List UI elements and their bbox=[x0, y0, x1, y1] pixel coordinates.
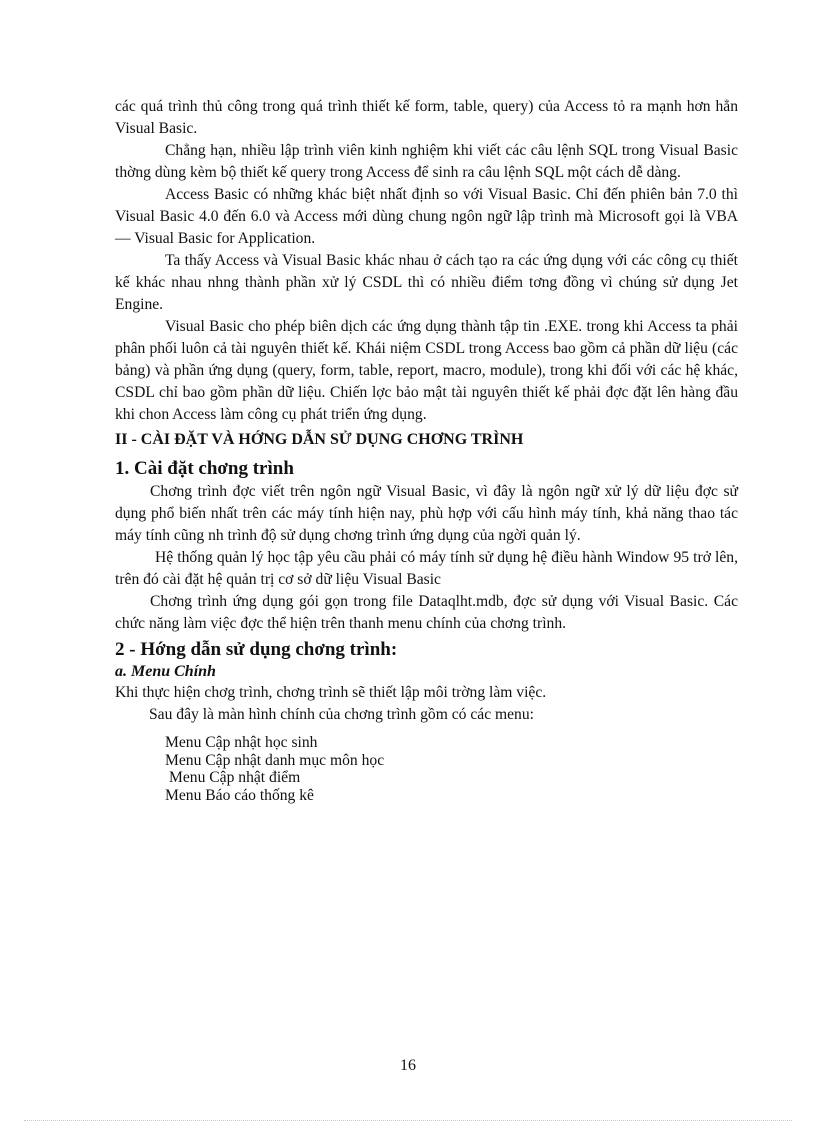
paragraph-differences: Ta thấy Access và Visual Basic khác nhau ở cách tạo ra các ứng dụng với các công cụ thiết kế khác nhau nhng thành phần xử lý CSDL thì có nhiều điểm tơng đồng vì chúng sử dụng Jet Engine. bbox=[115, 252, 738, 313]
list-item: Menu Báo cáo thống kê bbox=[165, 786, 314, 804]
subheading-main-menu: a. Menu Chính bbox=[115, 663, 216, 680]
paragraph-compile-exe: Visual Basic cho phép biên dịch các ứng dụng thành tập tin .EXE. trong khi Access ta phải phân phối luôn cả tài nguyên thiết kế. Khái niệm CSDL trong Access bao gồm cả phần dữ liệu (các bảng) và phần ứng dụng (query, form, table, report, macro, module), trong khi đối với các hệ khác, CSDL chỉ bao gồm phần dữ liệu. Chiến lợc bảo mật tài nguyên thiết kế phải đợc đặt lên hàng đầu khi chon Access làm công cụ phát triển ứng dụng. bbox=[115, 318, 738, 423]
section-heading: II - CÀI ĐẶT VÀ HỚNG DẪN SỬ DỤNG CHƠNG TRÌNH bbox=[115, 431, 524, 448]
list-item: Menu Cập nhật danh mục môn học bbox=[165, 751, 385, 769]
page-bottom-divider bbox=[24, 1120, 792, 1121]
paragraph-program-file: Chơng trình ứng dụng gói gọn trong file Dataqlht.mdb, đợc sử dụng với Visual Basic. Các chức năng làm việc đợc thể hiện trên thanh menu chính của chơng trình. bbox=[115, 593, 738, 632]
subheading-usage: 2 - Hớng dẫn sử dụng chơng trình: bbox=[115, 639, 398, 660]
list-item: Menu Cập nhật học sinh bbox=[165, 734, 318, 751]
subheading-install: 1. Cài đặt chơng trình bbox=[115, 458, 294, 479]
paragraph-system-requirements: Hệ thống quản lý học tập yêu cầu phải có máy tính sử dụng hệ điều hành Window 95 trở lên, trên đó cài đặt hệ quản trị cơ sở dữ liệu Visual Basic bbox=[115, 549, 738, 588]
line-menus-intro: Sau đây là màn hình chính của chơng trình gồm có các menu: bbox=[149, 706, 534, 723]
paragraph-access-vs-vb-continued: các quá trình thủ công trong quá trình thiết kế form, table, query) của Access tỏ ra mạnh hơn hẳn Visual Basic. bbox=[115, 98, 738, 137]
list-item: Menu Cập nhật điểm bbox=[169, 769, 301, 786]
paragraph-sql-example: Chẳng hạn, nhiều lập trình viên kinh nghiệm khi viết các câu lệnh SQL trong Visual Basic thờng dùng kèm bộ thiết kế query trong Access để sinh ra câu lệnh SQL một cách dễ dàng. bbox=[115, 142, 738, 181]
paragraph-program-written: Chơng trình đợc viết trên ngôn ngữ Visual Basic, vì đây là ngôn ngữ xử lý dữ liệu đợc sử dụng phổ biến nhất trên các máy tính hiện nay, phù hợp với cấu hình máy tính, khả năng thao tác máy tính cũng nh trình độ sử dụng chơng trình ứng dụng của ngời quản lý. bbox=[115, 483, 738, 544]
menu-list bbox=[115, 734, 738, 804]
line-environment: Khi thực hiện chơg trình, chơng trình sẽ thiết lập môi trờng làm việc. bbox=[115, 684, 547, 701]
page-content bbox=[115, 96, 738, 804]
page-number: 16 bbox=[400, 1057, 416, 1074]
paragraph-access-basic: Access Basic có những khác biệt nhất định so với Visual Basic. Chỉ đến phiên bản 7.0 thì Visual Basic 4.0 đến 6.0 và Access mới dùng chung ngôn ngữ lập trình mà Microsoft gọi là VBA — Visual Basic for Application. bbox=[115, 186, 738, 247]
